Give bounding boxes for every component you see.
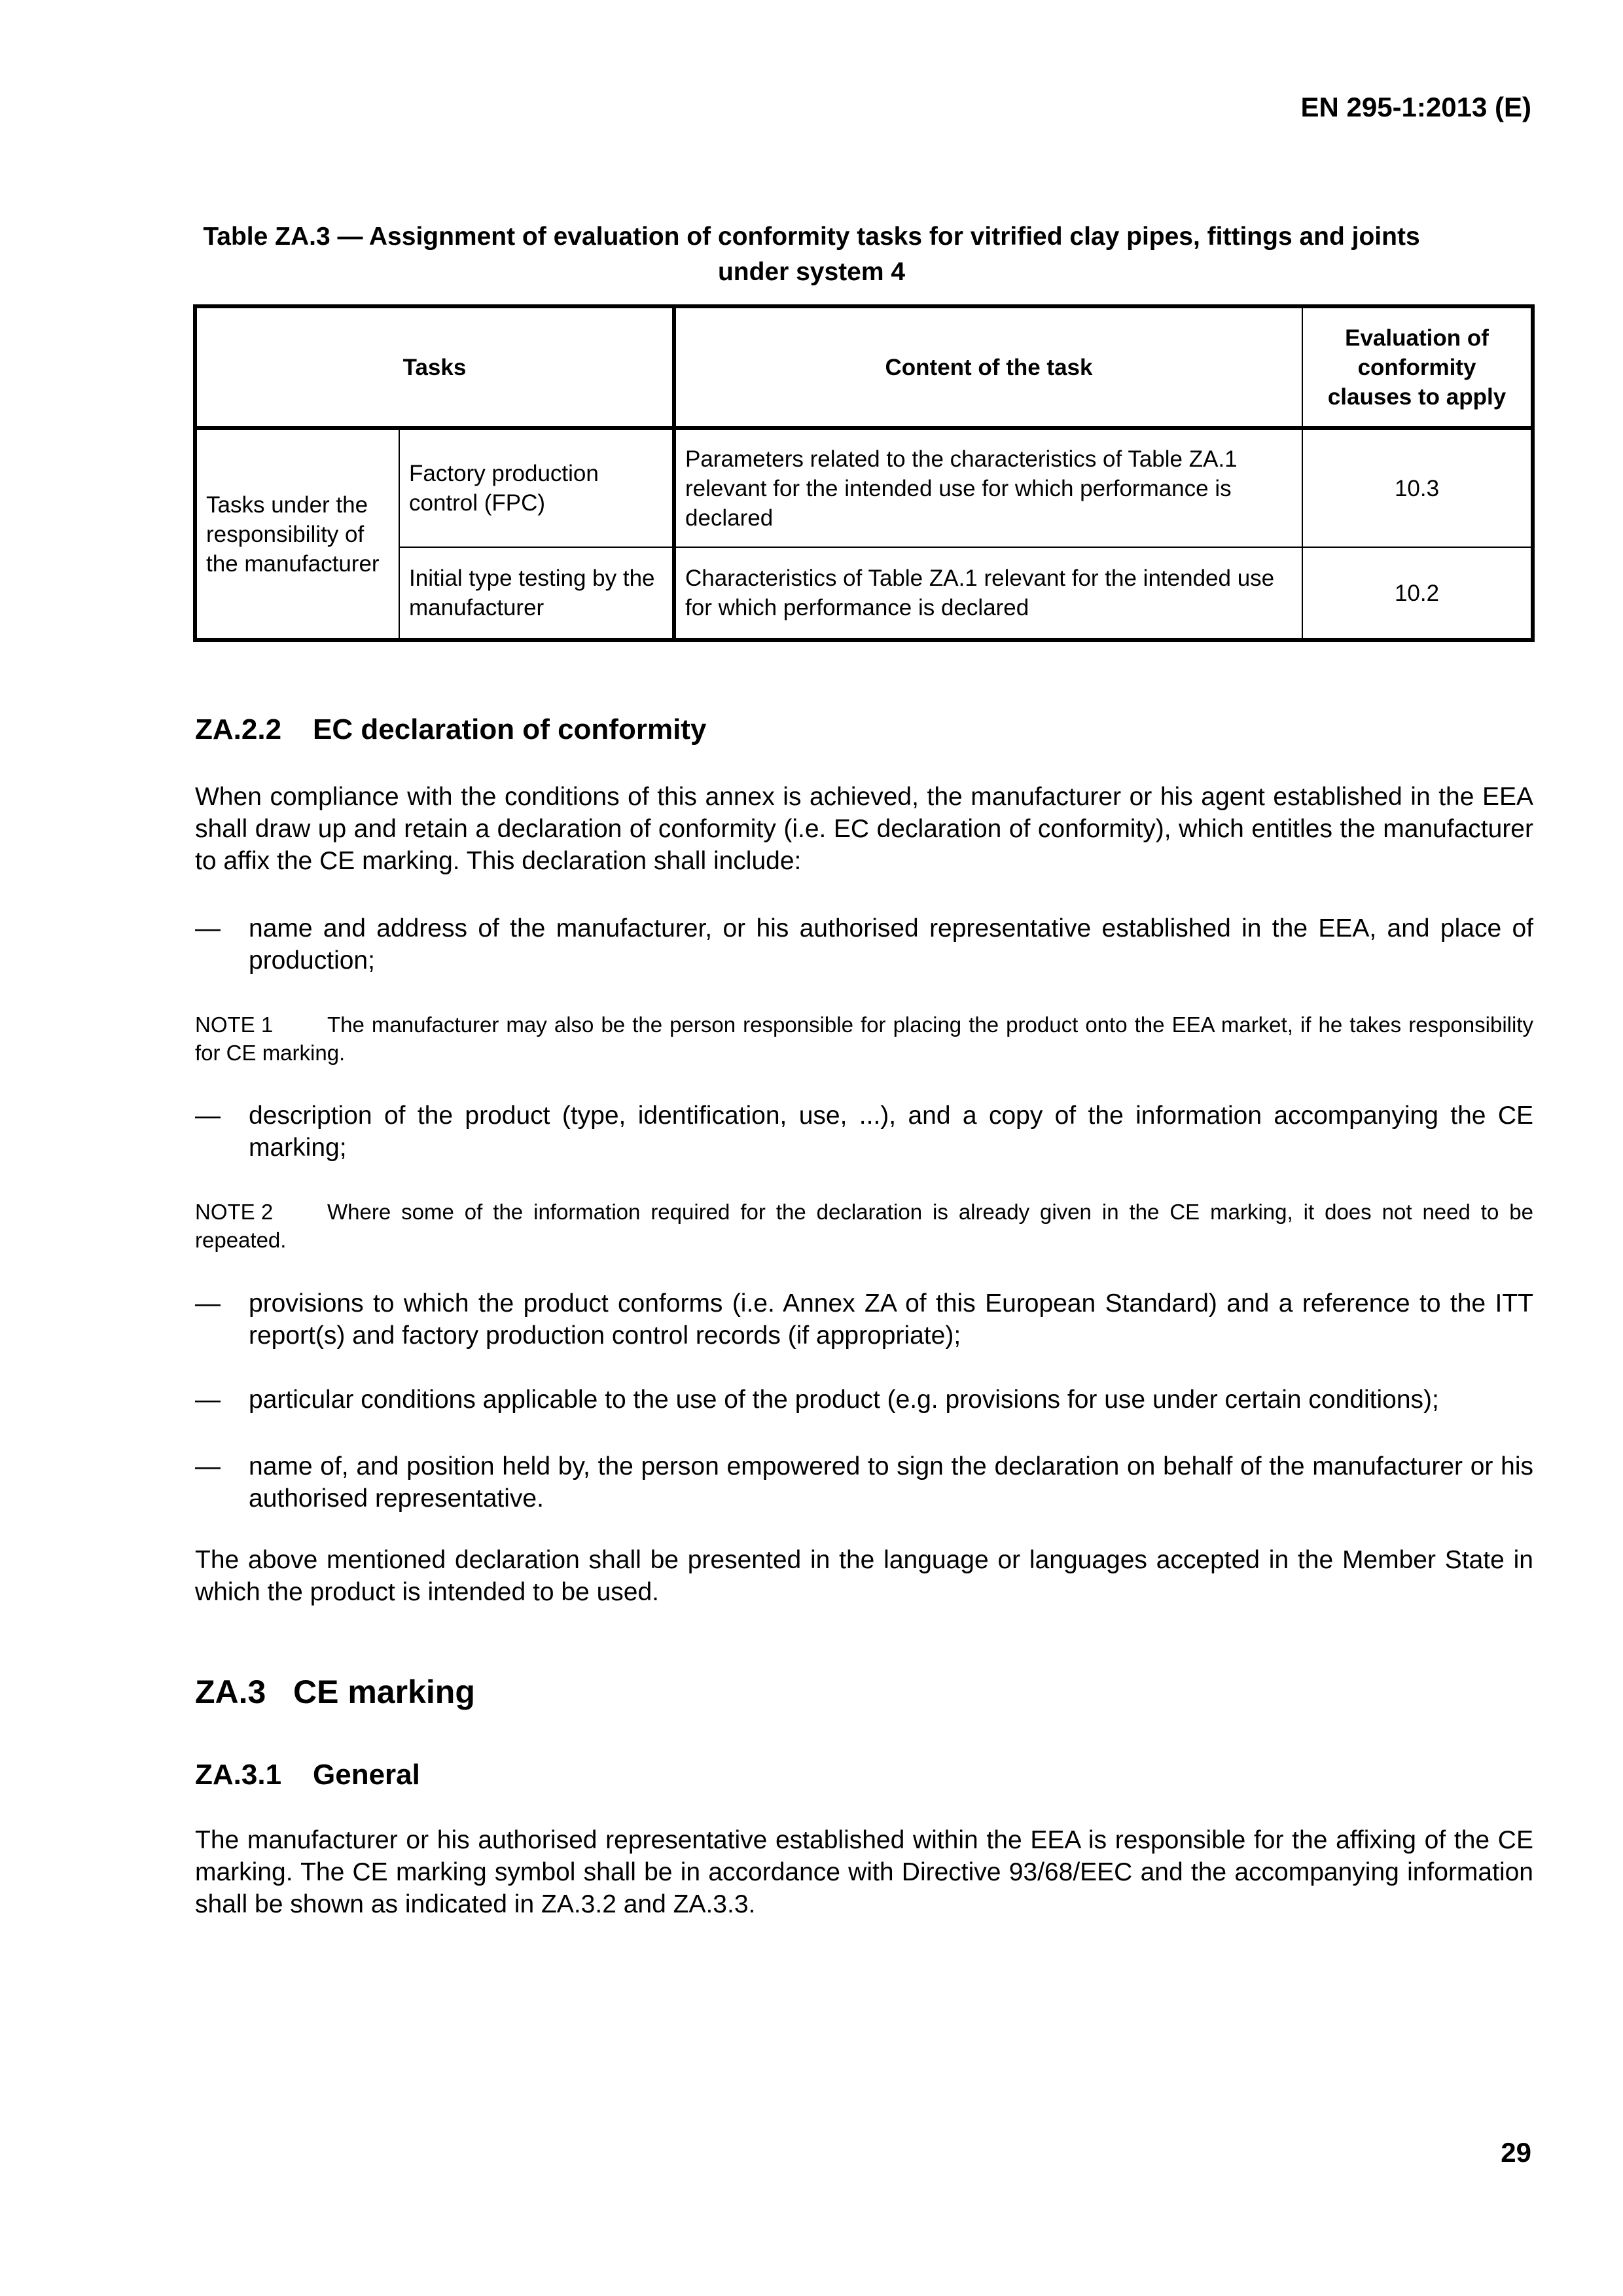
za22-closing-paragraph: The above mentioned declaration shall be presented in the language or languages accepted in the Member State in which the product is intended to be used. (195, 1546, 1533, 1606)
heading-title: CE marking (293, 1674, 475, 1710)
za22-intro-paragraph: When compliance with the conditions of this annex is achieved, the manufacturer or his agent established in the EEA shall draw up and retain a declaration of conformity (i.e. EC declaration of conformity), which entitles the manufacturer to affix the CE marking. This declaration shall include: (195, 783, 1533, 875)
heading-title: EC declaration of conformity (313, 713, 707, 745)
list-item-text: name and address of the manufacturer, or his authorised representative established in the EEA, and place of production; (249, 914, 1533, 975)
note-label: NOTE 2 (195, 1200, 274, 1224)
heading-za31 (195, 1759, 1533, 1791)
heading-number: ZA.3.1 (195, 1759, 282, 1791)
list-item-text: description of the product (type, identification, use, ...), and a copy of the information accompanying the CE marking; (249, 1102, 1533, 1162)
note-1 (195, 1011, 1533, 1067)
conformity-tasks-table (193, 304, 1535, 642)
dash-marker: — (195, 914, 221, 942)
header-tasks: Tasks (195, 306, 674, 428)
task-cell: Factory production control (FPC) (399, 428, 674, 547)
header-content: Content of the task (674, 306, 1302, 428)
clause-cell: 10.2 (1302, 547, 1533, 640)
heading-number: ZA.2.2 (195, 713, 282, 745)
list-item-text: provisions to which the product conforms (i.e. Annex ZA of this European Standard) and a reference to the ITT report(s) and factory production control records (if appropriate); (249, 1289, 1533, 1350)
list-item (195, 1100, 1533, 1164)
list-item (195, 1450, 1533, 1515)
content-cell: Characteristics of Table ZA.1 relevant for the intended use for which performance is declared (674, 547, 1302, 640)
clause-cell: 10.3 (1302, 428, 1533, 547)
heading-title: General (313, 1759, 420, 1791)
page-number: 29 (1501, 2137, 1531, 2168)
list-item (195, 1287, 1533, 1352)
za31-paragraph: The manufacturer or his authorised representative established within the EEA is responsible for the affixing of the CE marking. The CE marking symbol shall be in accordance with Directive 93/68/EEC and the accompanying information shall be shown as indicated in ZA.3.2 and ZA.3.3. (195, 1826, 1533, 1918)
header-evaluation: Evaluation of conformity clauses to apply (1302, 306, 1533, 428)
dash-marker: — (195, 1102, 221, 1130)
list-item (195, 1384, 1533, 1416)
table-caption: Table ZA.3 — Assignment of evaluation of conformity tasks for vitrified clay pipes, fittings and joints under system 4 (203, 223, 1420, 286)
dash-marker: — (195, 1452, 221, 1480)
heading-number: ZA.3 (195, 1674, 266, 1710)
note-label: NOTE 1 (195, 1013, 274, 1037)
table-header-row (195, 306, 1533, 428)
content-cell: Parameters related to the characteristics of Table ZA.1 relevant for the intended use for which performance is declared (674, 428, 1302, 547)
list-item-text: name of, and position held by, the person empowered to sign the declaration on behalf of the manufacturer or his authorised representative. (249, 1452, 1533, 1513)
dash-marker: — (195, 1386, 221, 1414)
table-row (195, 428, 1533, 547)
heading-za3 (195, 1673, 1533, 1711)
document-id: EN 295-1:2013 (E) (1300, 92, 1531, 122)
note-2 (195, 1198, 1533, 1254)
dash-marker: — (195, 1289, 221, 1318)
note-text: Where some of the information required for the declaration is already given in the CE marking, it does not need to be repeated. (195, 1200, 1533, 1252)
heading-za22 (195, 713, 1533, 746)
list-item-text: particular conditions applicable to the use of the product (e.g. provisions for use under certain conditions); (249, 1386, 1439, 1414)
list-item (195, 912, 1533, 977)
task-cell: Initial type testing by the manufacturer (399, 547, 674, 640)
note-text: The manufacturer may also be the person responsible for placing the product onto the EEA market, if he takes responsibility for CE marking. (195, 1013, 1533, 1065)
group-label: Tasks under the responsibility of the manufacturer (195, 428, 399, 640)
